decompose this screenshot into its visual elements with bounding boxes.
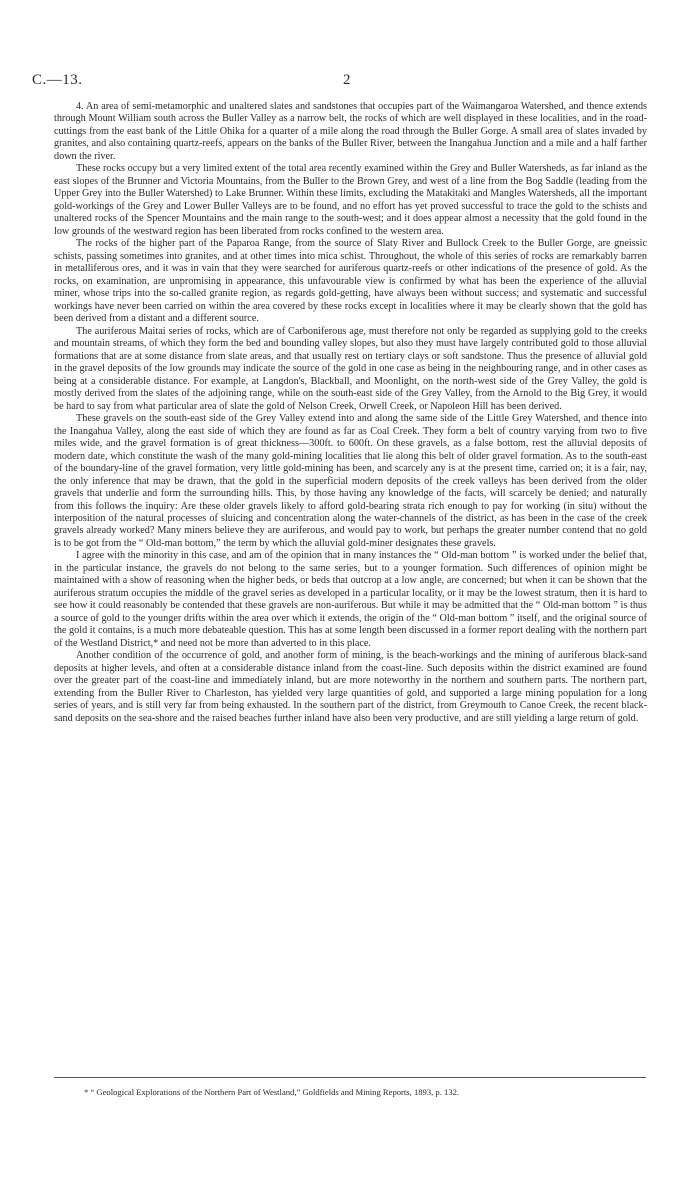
page-header xyxy=(30,72,670,94)
paragraph-paparoa-range: The rocks of the higher part of the Paparoa Range, from the source of Slaty River and Bullock Creek to the Buller Gorge, are gneissic schists, passing sometimes into granites, and at other times into mica schist. Throughout, the whole of this series of rocks are remarkably barren in metalliferous ores, and it was in vain that they were searched for auriferous quartz-reefs or other indications of the presence of gold. As the rocks, on examination, are unpromising in appearance, this unfavourable view is confirmed by what has been the experience of the alluvial miner, whose trips into the so-called granite region, as regards gold-getting, have always been without success; and systematic and successful workings have never been carried on within the area covered by these rocks except in localities where it may be clearly shown that the gold has been derived from a distant and a different source. xyxy=(54,238,647,325)
paragraph-limited-extent: These rocks occupy but a very limited extent of the total area recently examined within the Grey and Buller Watersheds, as far inland as the east slopes of the Brunner and Victoria Mountains, from the Buller to the Brown Grey, and west of a line from the Bog Saddle (leading from the Upper Grey into the Buller Watershed) to Lake Brunner. Within these limits, excluding the Matakitaki and Mangles Watersheds, all the important gold-workings of the Grey and Lower Buller Valleys are to be found, and no effort has yet proved successful to trace the gold to the schists and unaltered rocks of the Spencer Mountains and the main range to the south-west; and it does appear almost a necessity that the gold found in the low grounds of the westward region has been liberated from rocks confined to the western area. xyxy=(54,163,647,237)
footnote-divider xyxy=(54,1077,646,1078)
paragraph-gravels: These gravels on the south-east side of the Grey Valley extend into and along the same side of the Little Grey Watershed, and thence into the Inangahua Valley, along the east side of which they are found as far as Coal Creek. They form a belt of country varying from two to five miles wide, and the gravel formation is of great thickness—300ft. to 600ft. On these gravels, as a false bottom, rest the alluvial deposits of modern date, which constitute the wash of the many gold-mining localities that lie along this belt of older gravel formation. As to the south-east of the boundary-line of the gravel formation, very little gold-mining has been, and scarcely any is at the present time, carried on; it is a fair, nay, the only inference that may be drawn, that the gold in the superficial modern deposits of the creek valleys has been derived from the older gravels that underlie and form the surrounding hills. This, by those having any knowledge of the facts, will scarcely be denied; and naturally from this follows the inquiry: Are these older gravels likely to afford gold-bearing strata rich enough to pay for working (in situ) without the interposition of the natural processes of sluicing and concentration along the water-channels of the district, as has been in the case of the creek gravels already worked? Many miners believe they are auriferous, and would pay to work, but perhaps the greater number contend that no gold is to be got from the “ Old-man bottom,” the term by which the alluvial gold-miner designates these gravels. xyxy=(54,413,647,549)
paragraph-maitai-series: The auriferous Maitai series of rocks, which are of Carboniferous age, must therefore not only be regarded as supplying gold to the creeks and mountain streams, of which they form the bed and bounding valley slopes, but also they must have largely contributed gold to those alluvial formations that are at some distance from slate areas, and that usually rest on tertiary clays or soft sandstone. Thus the presence of alluvial gold in the gravel deposits of the low grounds may indicate the source of the gold in one case as being in the neighbouring range, and in other cases as being at a considerable distance. For example, at Langdon's, Blackball, and Moonlight, on the north-west side of the Grey Valley, the gold is mostly derived from the slates of the adjoining range, while on the south-east side of the Grey Valley, from the Arnold to the Big Grey, it would be hard to say from what particular area of slate the gold of Nelson Creek, Orwell Creek, or Napoleon Hill has been derived. xyxy=(54,325,647,412)
page-number: 2 xyxy=(343,72,351,88)
footnote: * “ Geological Explorations of the Northern Part of Westland,” Goldfields and Mining Reports, 1893, p. 132. xyxy=(84,1087,460,1097)
paragraph-old-man-bottom: I agree with the minority in this case, and am of the opinion that in many instances the “ Old-man bottom ” is worked under the belief that, in the particular instance, the gravels do not belong to the same series, but to a younger formation. Such differences of opinion might be maintained with a show of reasoning when the higher beds, or beds that outcrop at a low angle, are concerned; but when it can be shown that the auriferous stratum occupies the middle of the gravel series as developed in a particular locality, or it may be the lowest stratum, then it is hard to see how it could reasonably be contended that these gravels are non-auriferous. But while it may be admitted that the “ Old-man bottom ” is thus a source of gold to the younger drifts within the area over which it extends, the origin of the “ Old-man bottom ” itself, and the original source of the gold it contains, is a much more debateable question. This has at some length been discussed in a former report dealing with the northern part of the Westland District,* and need not be more than adverted to in this place. xyxy=(54,550,647,649)
document-reference: C.—13. xyxy=(32,72,83,88)
paragraph-beach-workings: Another condition of the occurrence of gold, and another form of mining, is the beach-workings and the mining of auriferous black-sand deposits at higher levels, and often at a considerable distance inland from the coast-line. Such deposits within the district examined are found over the greater part of the coast-line and immediately inland, but are more noteworthy in the northern and southern parts. The northern part, extending from the Buller River to Charleston, has yielded very large quantities of gold, and supported a large mining population for a long series of years, and is still very far from being exhausted. In the southern part of the district, from Greymouth to Canoe Creek, the recent black-sand deposits on the sea-shore and the raised beaches further inland have also been very productive, and are still yielding a large return of gold. xyxy=(54,650,647,724)
paragraph-area-4: 4. An area of semi-metamorphic and unaltered slates and sandstones that occupies part of the Waimangaroa Watershed, and thence extends through Mount William south across the Buller Valley as a narrow belt, the rocks of which are well displayed in these localities, and in the road-cuttings from the east bank of the Little Ohika for a quarter of a mile along the road through the Buller Gorge. A small area of slates invaded by granites, and also containing quartz-reefs, appears on the banks of the Buller River, between the Inangahua Junction and a mile and a half farther down the river. xyxy=(54,101,647,162)
body-text xyxy=(54,101,647,725)
